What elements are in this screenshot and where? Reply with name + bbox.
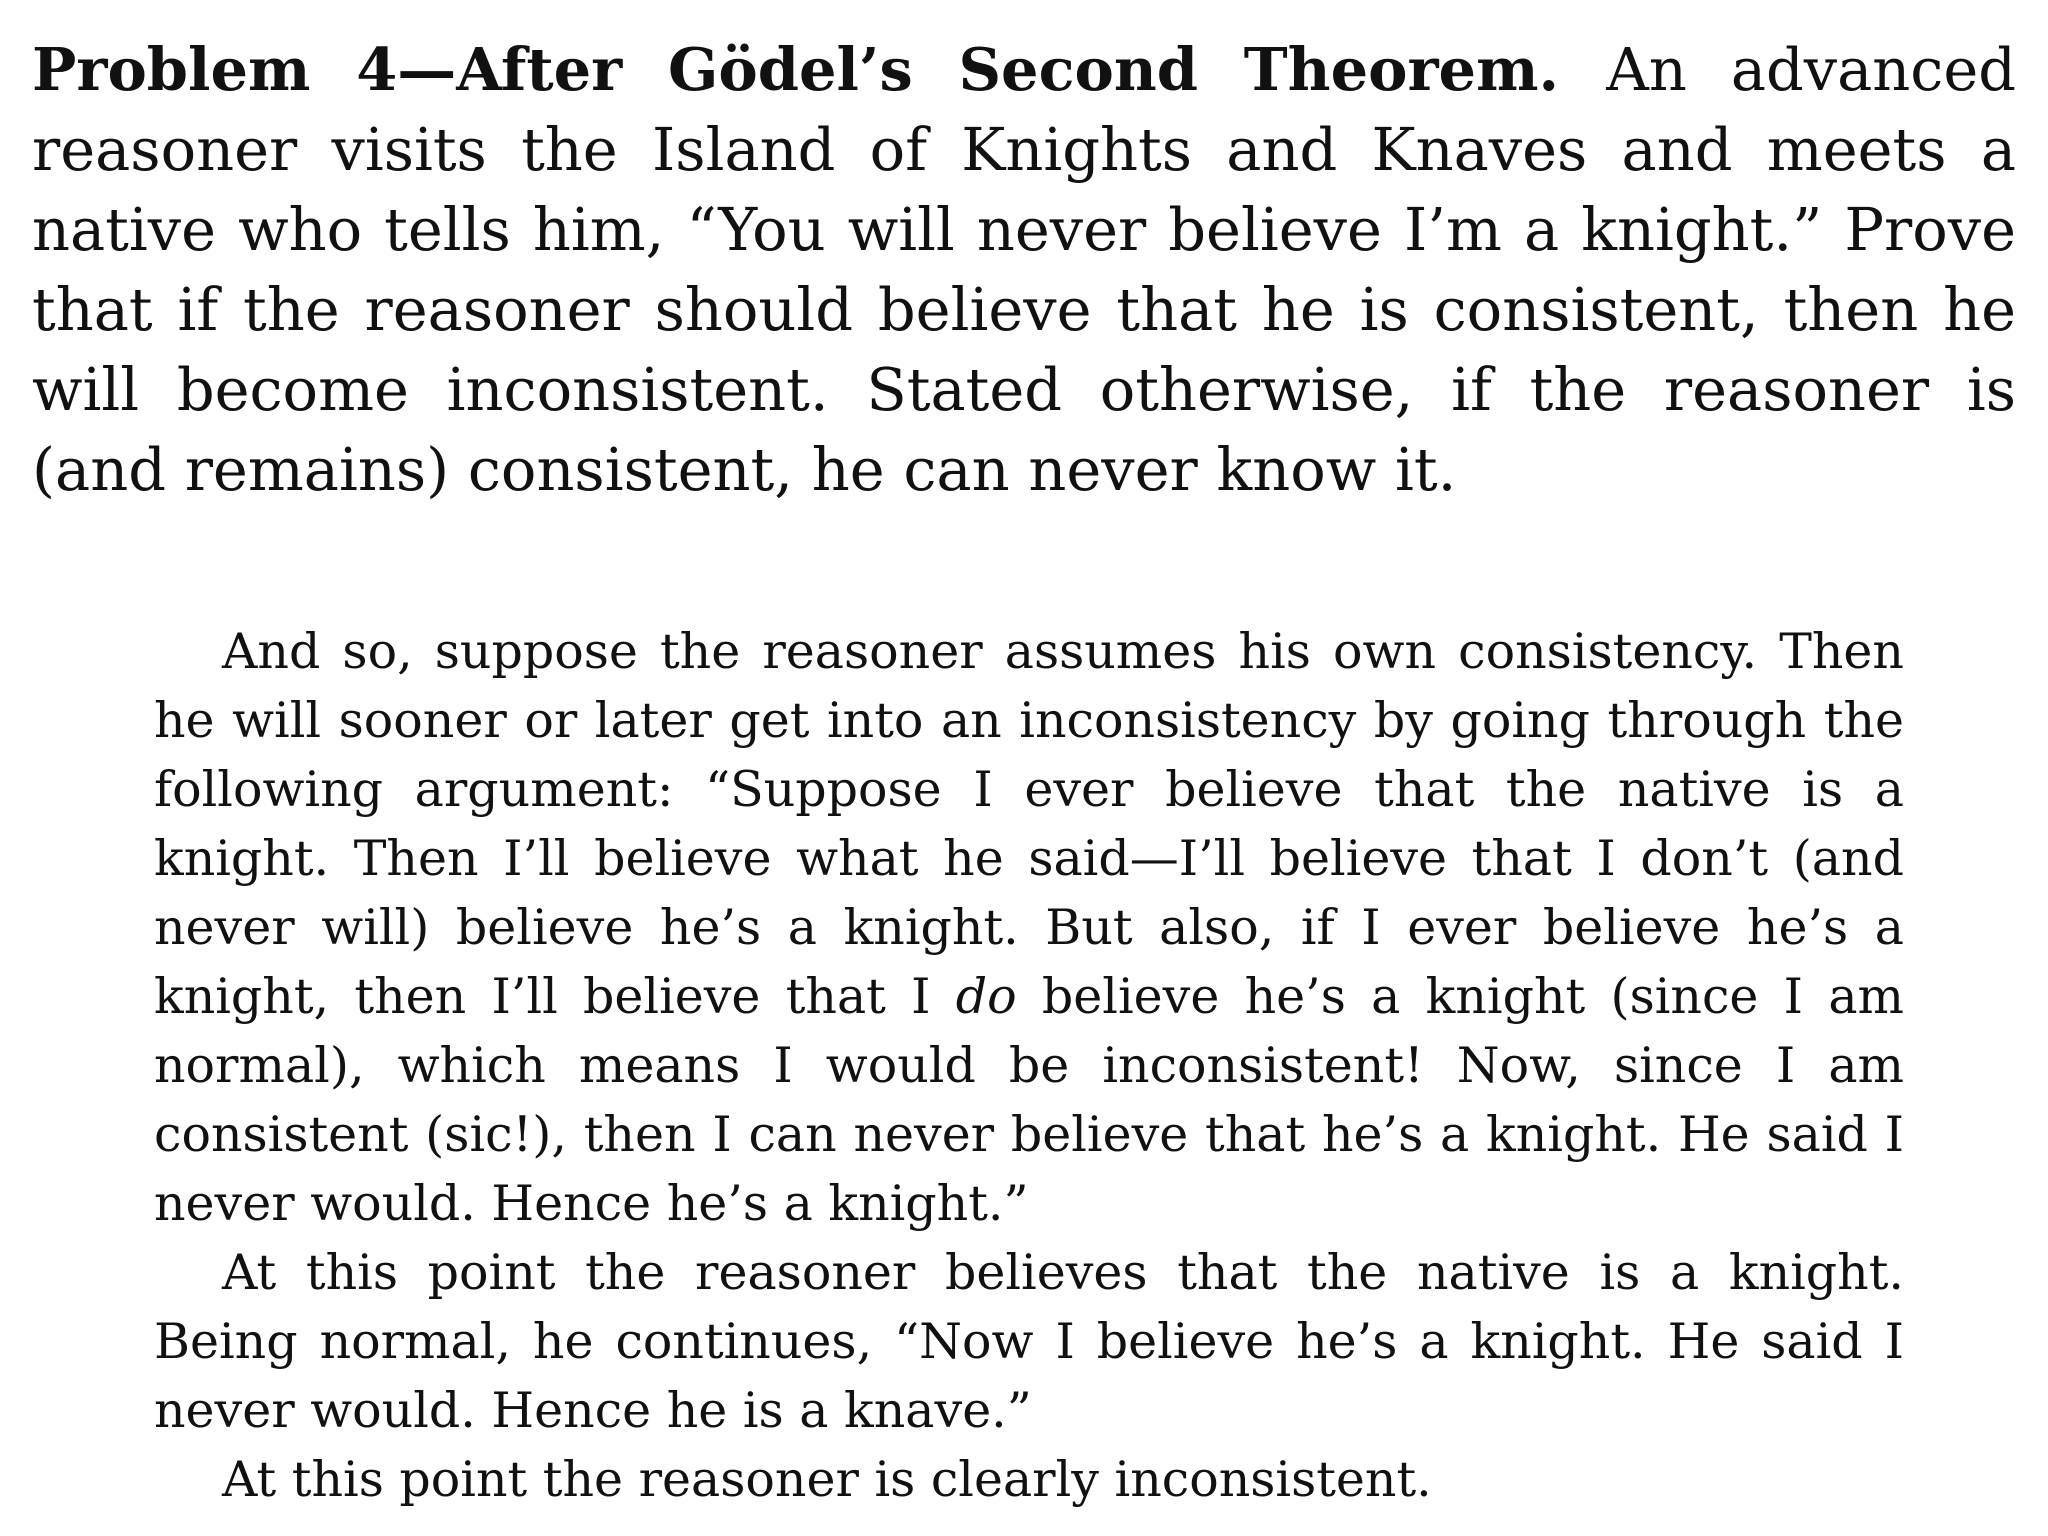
solution-paragraph-3: At this point the reasoner is clearly inconsistent. [222,1451,1432,1508]
solution-paragraph-1-start: And so, suppose the reasoner assumes his own consistency. Then he will sooner or later get into an inconsistency by going through the following argument: “Suppose I ever believe that the native is a knight. Then I’ll believe what he said—I’ll believe that I don’t (and never will) believe he’s a knight. But also, if I ever believe he’s a knight, then I’ll believe that I [154,623,1904,1025]
problem-heading: Problem 4—After Gödel’s Second Theorem. [32,35,1560,104]
solution-text [154,617,1904,1514]
problem-text: An advanced reasoner visits the Island of Knights and Knaves and meets a native who tells him, “You will never believe I’m a knight.” Prove that if the reasoner should believe that he is consistent, then he will become inconsistent. Stated otherwise, if the reasoner is (and remains) consistent, he can never know it. [32,35,2016,504]
solution-paragraph-2: At this point the reasoner believes that the native is a knight. Being normal, he continues, “Now I believe he’s a knight. He said I never would. Hence he is a knave.” [154,1244,1904,1439]
solution-paragraph-1-end: believe he’s a knight (since I am normal), which means I would be inconsistent! Now, since I am consistent (sic!), then I can never believe that he’s a knight. He said I never would. Hence he’s a knight.” [154,968,1904,1232]
solution-paragraph-1 [154,617,1904,1238]
problem-statement [32,30,2016,510]
emphasized-word: do [955,968,1017,1025]
